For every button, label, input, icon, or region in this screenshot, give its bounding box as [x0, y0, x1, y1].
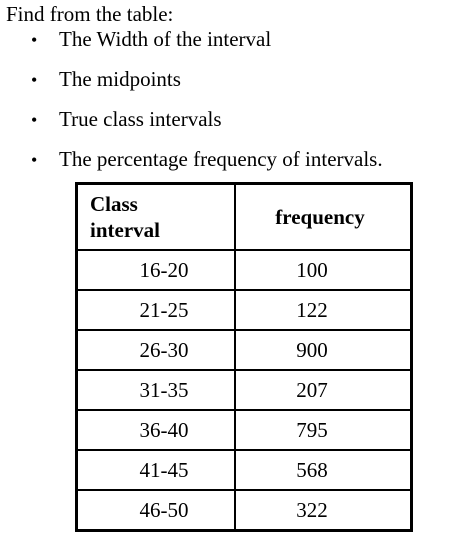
interval-cell: 41-45 [77, 450, 236, 490]
interval-cell: 31-35 [77, 370, 236, 410]
interval-cell: 26-30 [77, 330, 236, 370]
task-text: The midpoints [59, 67, 181, 91]
table-row [77, 250, 412, 290]
bullet-icon: • [31, 70, 38, 90]
interval-cell: 36-40 [77, 410, 236, 450]
table-row [77, 490, 412, 531]
table-row [77, 330, 412, 370]
frequency-table [75, 182, 413, 532]
table-row [77, 370, 412, 410]
class-interval-header-line1: Class [90, 192, 138, 216]
class-interval-header [77, 184, 236, 251]
bullet-icon: • [31, 110, 38, 130]
frequency-table-container [75, 182, 413, 532]
frequency-cell: 322 [235, 490, 412, 531]
interval-cell: 16-20 [77, 250, 236, 290]
frequency-cell: 900 [235, 330, 412, 370]
frequency-cell: 795 [235, 410, 412, 450]
task-text: True class intervals [59, 107, 222, 131]
task-text: The percentage frequency of intervals. [59, 147, 383, 171]
table-row [77, 450, 412, 490]
intro-text: Find from the table: [6, 2, 174, 26]
interval-cell: 46-50 [77, 490, 236, 531]
table-header-row [77, 184, 412, 251]
frequency-cell: 568 [235, 450, 412, 490]
task-list [0, 25, 474, 185]
table-row [77, 290, 412, 330]
table-row [77, 410, 412, 450]
interval-cell: 21-25 [77, 290, 236, 330]
bullet-icon: • [31, 150, 38, 170]
task-item [0, 105, 474, 145]
frequency-cell: 122 [235, 290, 412, 330]
bullet-icon: • [31, 30, 38, 50]
frequency-header: frequency [235, 184, 412, 251]
task-item [0, 145, 474, 185]
task-text: The Width of the interval [59, 27, 272, 51]
frequency-cell: 207 [235, 370, 412, 410]
task-item [0, 25, 474, 65]
frequency-cell: 100 [235, 250, 412, 290]
task-item [0, 65, 474, 105]
class-interval-header-line2: interval [90, 218, 160, 242]
